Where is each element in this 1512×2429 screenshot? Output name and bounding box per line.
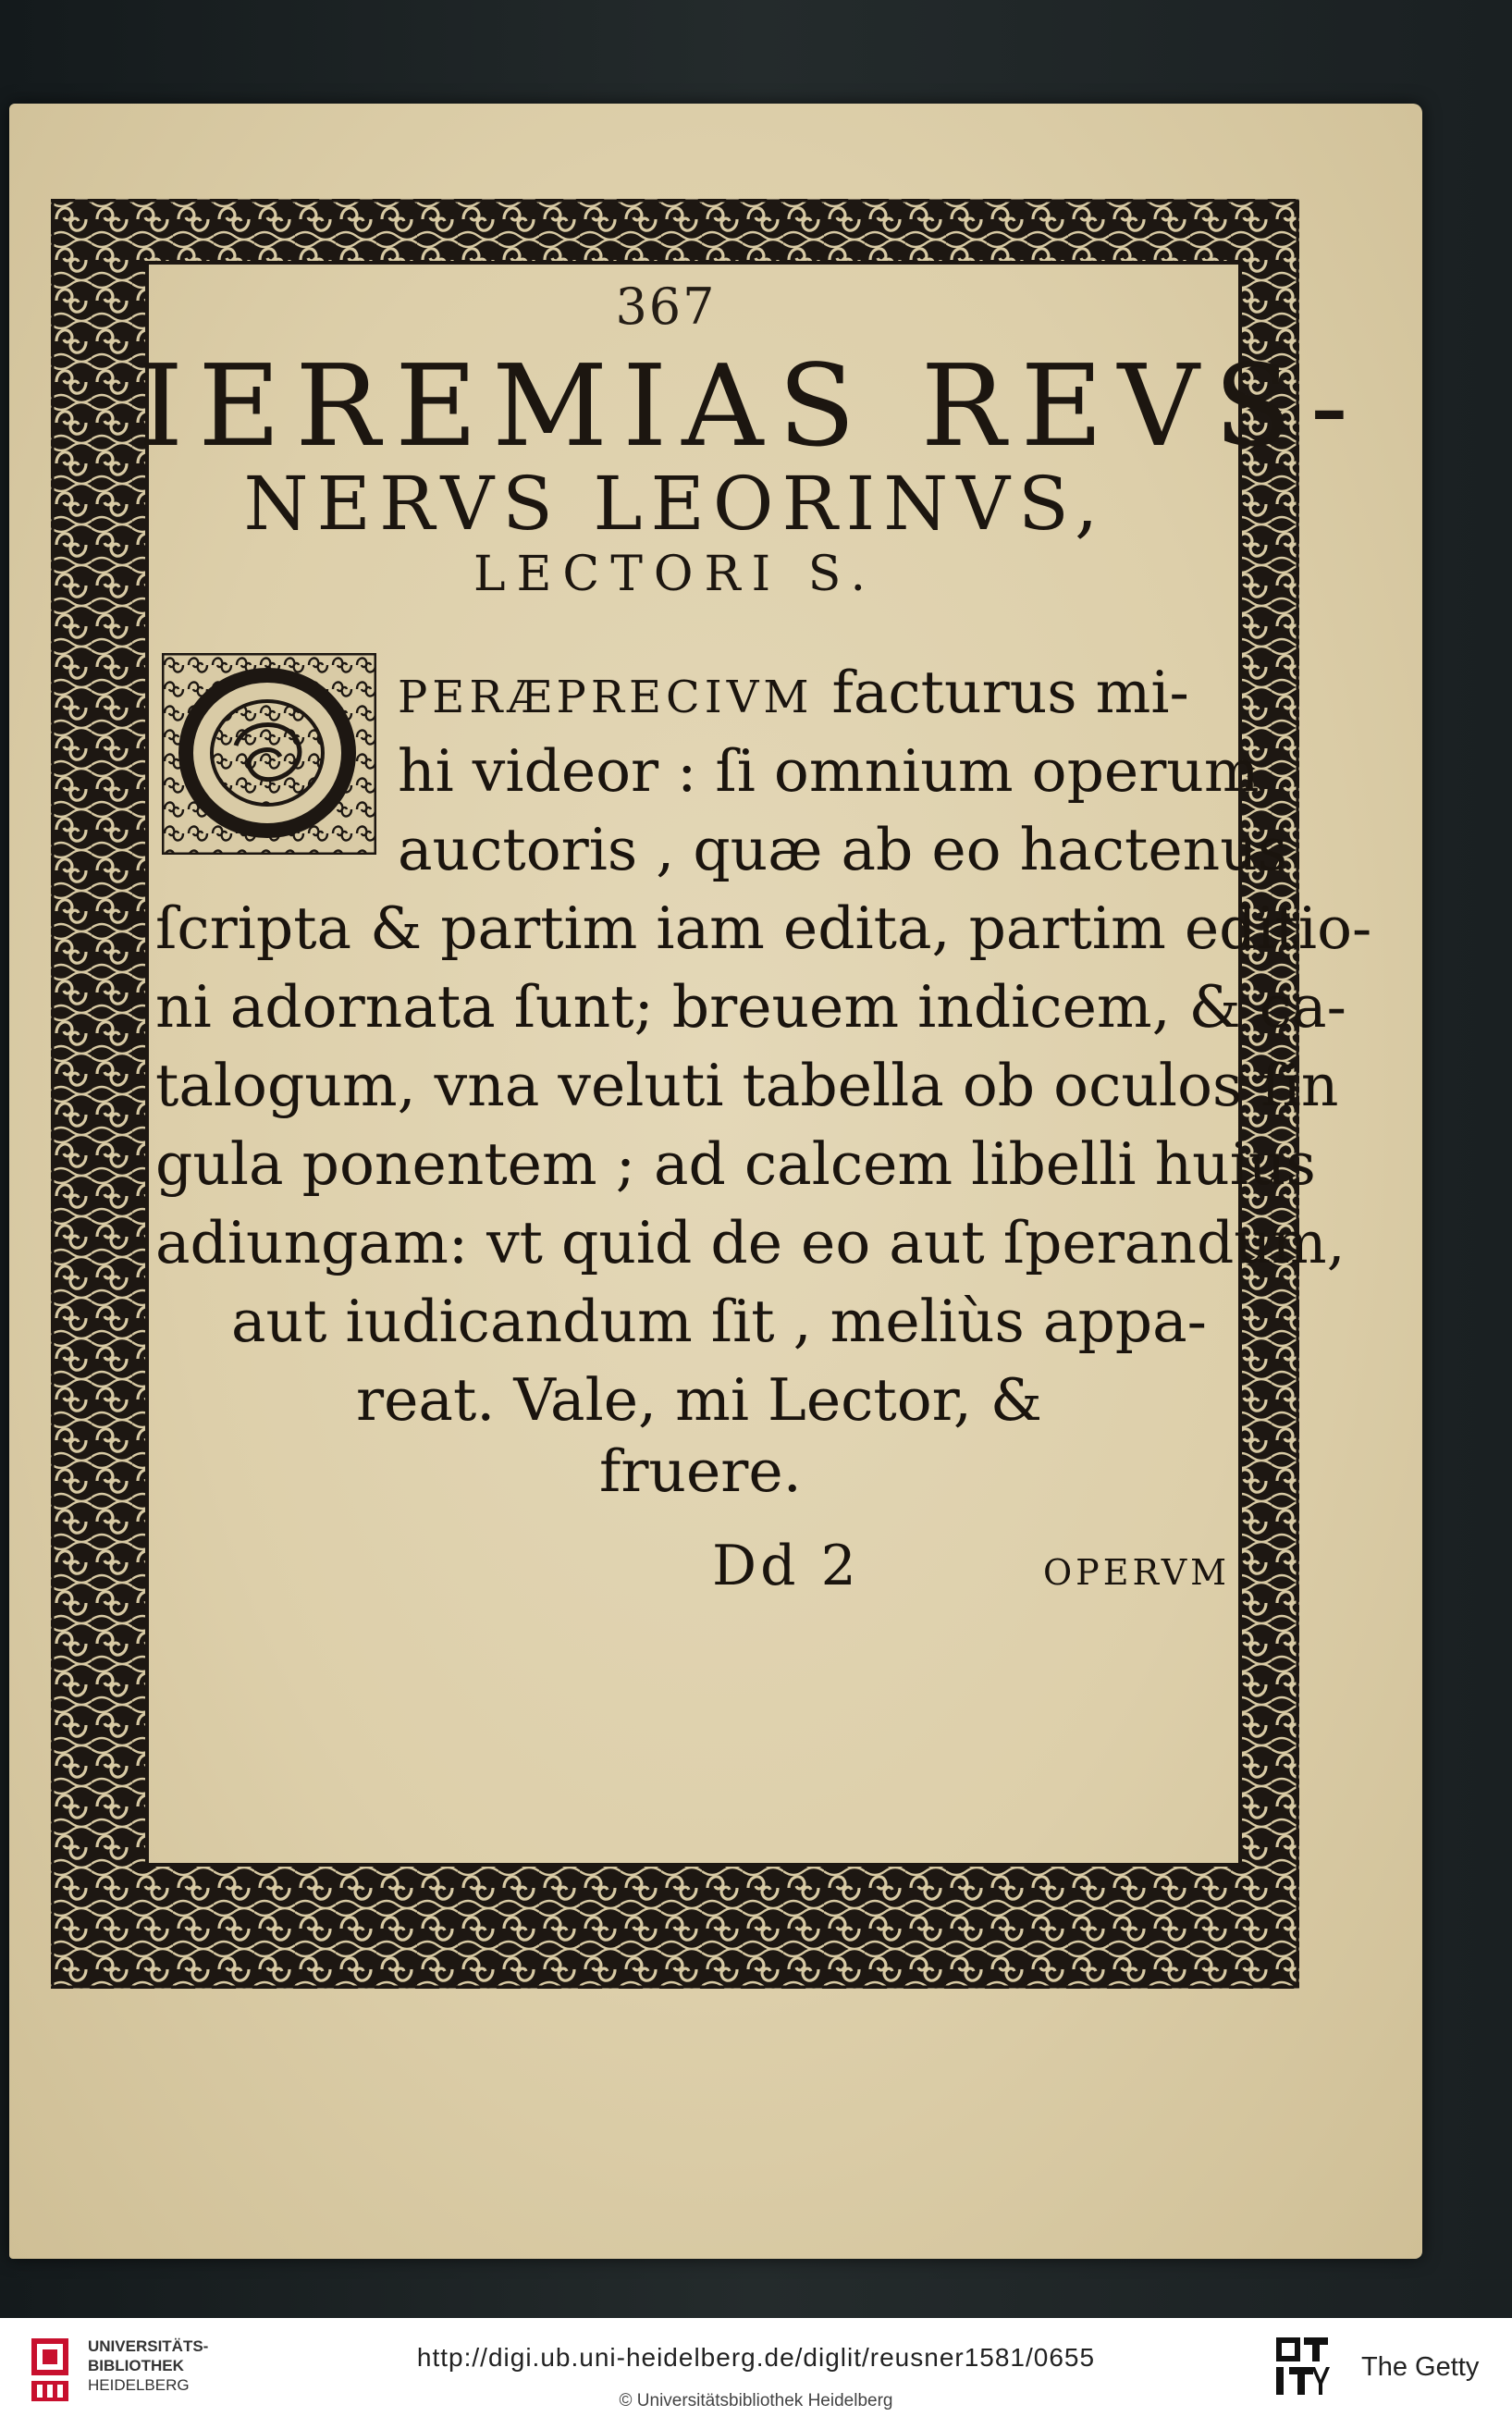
title-line-1: IEREMIAS REVS- bbox=[139, 340, 1364, 472]
signature-mark: Dd 2 bbox=[712, 1534, 860, 1598]
library-name-line-1: UNIVERSITÄTS- bbox=[88, 2337, 209, 2355]
permalink-url[interactable]: http://digi.ub.uni-heidelberg.de/diglit/reusner1581/0655 bbox=[416, 2343, 1096, 2372]
smallcaps-word: PERÆPRECIVM bbox=[398, 672, 814, 723]
page-number: 367 bbox=[615, 277, 717, 336]
title-line-2: NERVS LEORINVS, bbox=[243, 461, 1107, 547]
text-line-6: talogum, vna veluti tabella ob oculos ſin bbox=[155, 1052, 1339, 1119]
partner-name: The Getty bbox=[1361, 2352, 1480, 2382]
text-line-10: reat. Vale, mi Lector, & bbox=[356, 1366, 1042, 1434]
text-line-8: adiungam: vt quid de eo aut ſperandum, bbox=[155, 1209, 1346, 1276]
title-line-3: LECTORI S. bbox=[473, 547, 878, 602]
text-line-1-rest: facturus mi- bbox=[813, 659, 1189, 726]
text-line-7: gula ponentem ; ad calcem libelli huius bbox=[155, 1130, 1316, 1198]
text-line-11: fruere. bbox=[599, 1437, 802, 1505]
catchword: OPERVM bbox=[1043, 1552, 1231, 1593]
text-line-1 bbox=[398, 653, 1189, 737]
text-line-5: ni adornata ſunt; breuem indicem, & ca- bbox=[155, 973, 1346, 1041]
text-line-9: aut iudicandum ſit , meliùs appa- bbox=[231, 1288, 1207, 1355]
text-line-3: auctoris , quæ ab eo hactenus bbox=[398, 816, 1288, 883]
decorated-initial bbox=[162, 653, 376, 855]
text-line-2: hi videor : ſi omnium operum bbox=[398, 737, 1260, 805]
library-name-line-2: BIBLIOTHEK bbox=[88, 2357, 184, 2374]
library-name-line-3: HEIDELBERG bbox=[88, 2376, 190, 2394]
text-line-4: ſcripta & partim iam edita, partim editio- bbox=[155, 894, 1372, 962]
copyright-notice: © Universitätsbibliothek Heidelberg bbox=[619, 2391, 893, 2411]
getty-logo-icon bbox=[1274, 2336, 1332, 2402]
